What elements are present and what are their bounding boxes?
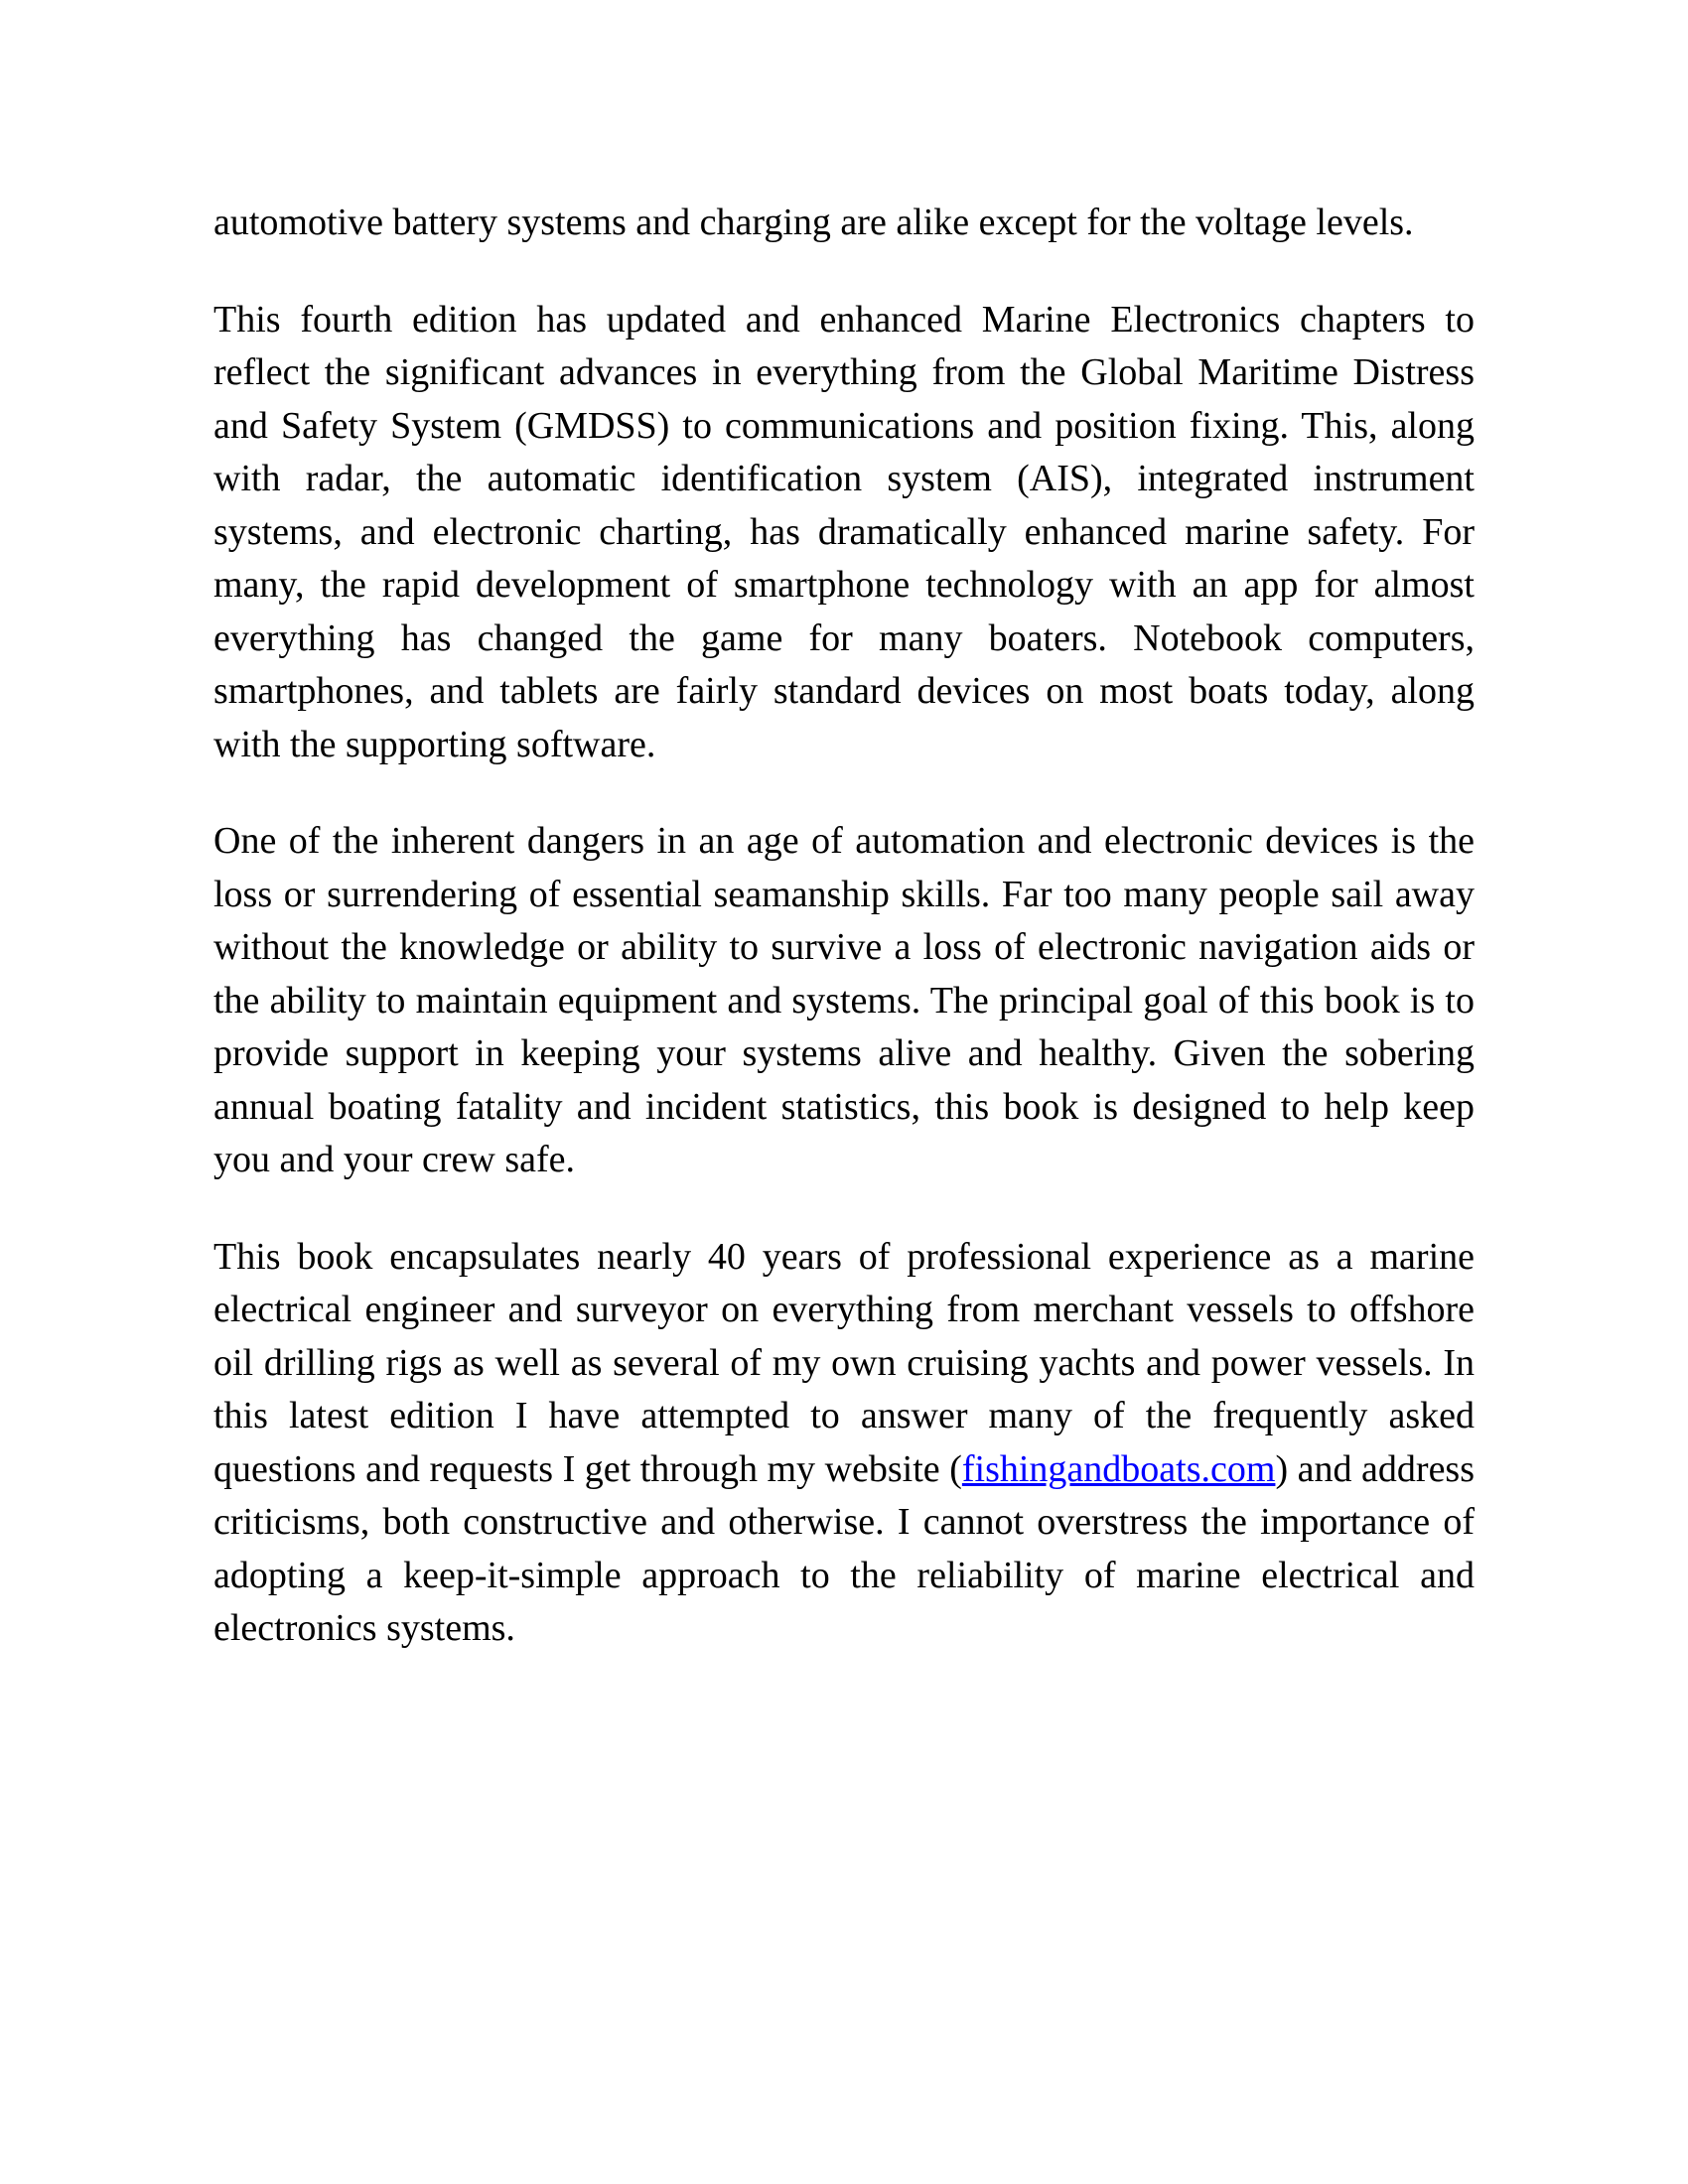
paragraph-voltage-levels: automotive battery systems and charging are alike except for the voltage levels. [213, 202, 1414, 243]
paragraph-inherent-dangers: One of the inherent dangers in an age of automation and electronic devices is the loss or surrendering of essential seamanship skills. Far too many people sail away without the knowledge or ability to survive a loss of electronic navigation aids or the ability to maintain equipment and systems. The principal goal of this book is to provide support in keeping your systems alive and healthy. Given the sobering annual boating fatality and incident statistics, this book is designed to help keep you and your crew safe. [213, 820, 1475, 1180]
paragraph-experience-text-after: ) and address criticisms, both constructive and otherwise. I cannot overstress the importance of adopting a keep-it-simple approach to the reliability of marine electrical and electronics systems. [213, 1447, 1476, 1649]
paragraph-fourth-edition: This fourth edition has updated and enhanced Marine Electronics chapters to reflect the significant advances in everything from the Global Maritime Distress and Safety System (GMDSS) to communications and position fixing. This, along with radar, the automatic identification system (AIS), integrated instrument systems, and electronic charting, has dramatically enhanced marine safety. For many, the rapid development of smartphone technology with an app for almost everything has changed the game for many boaters. Notebook computers, smartphones, and tablets are fairly standard devices on most boats today, along with the supporting software. [213, 298, 1475, 765]
paragraph-experience-text-before: This book encapsulates nearly 40 years of professional experience as a marine electrical engineer and surveyor on everything from merchant vessels to offshore oil drilling rigs as well as several of my own cruising yachts and power vessels. In this latest edition I have attempted to answer many of the frequently asked questions and requests I get through my website ( [213, 1235, 1475, 1490]
fishingandboats-link[interactable]: fishingandboats.com [961, 1447, 1276, 1490]
paragraph-experience [213, 1231, 1475, 1656]
